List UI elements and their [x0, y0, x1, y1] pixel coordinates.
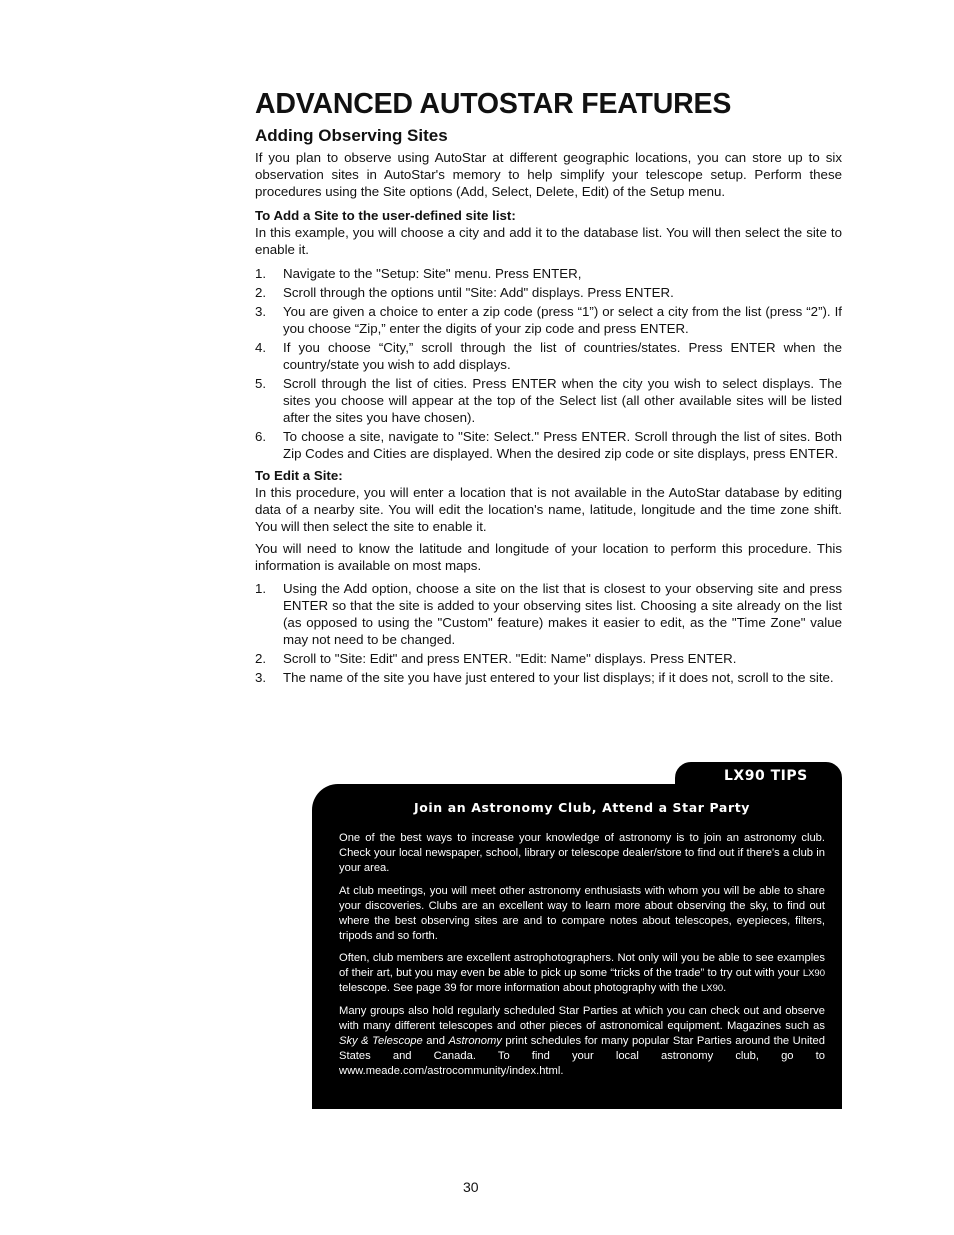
- tips-text-run: .: [723, 982, 727, 994]
- edit-site-subhead: To Edit a Site:: [255, 468, 343, 483]
- main-content: [255, 125, 842, 691]
- step-text: You are given a choice to enter a zip code (press “1”) or select a city from the list (press “2”). If you choose “Zip,” enter the digits of your zip code and press ENTER.: [283, 304, 842, 336]
- step-number: 2.: [255, 285, 267, 300]
- tips-text-run: Often, club members are excellent astrophotographers. Not only will you be able to see examples of their art, but you may even be able to pick up some “tricks of the trade” to try out with your: [339, 952, 825, 979]
- list-item: [255, 669, 842, 686]
- tips-paragraph-3: [339, 951, 825, 996]
- list-item: [255, 265, 842, 282]
- tips-text-run: Many groups also hold regularly scheduled Star Parties at which you can check out and observe with many different telescopes and other pieces of astronomical equipment. Magazines such as: [339, 1004, 825, 1032]
- list-item: [255, 428, 842, 462]
- tips-tab-label: LX90 TIPS: [724, 768, 808, 784]
- tips-paragraph-1: One of the best ways to increase your knowledge of astronomy is to join an astronomy club. Check your local newspaper, school, library or telescope dealer/store to find out if there's a club in your area.: [339, 832, 825, 874]
- tips-body: [312, 784, 842, 1109]
- tips-box: [312, 762, 842, 1109]
- edit-site-intro-block: [255, 467, 842, 535]
- tips-paragraph-4: [339, 1004, 825, 1079]
- tips-text-run: print schedules for many popular Star Parties around the United States and Canada. To find your local astronomy club, go to www.meade.com/astrocommunity/index.html.: [339, 1034, 825, 1077]
- list-item: [255, 339, 842, 373]
- step-text: Scroll through the list of cities. Press ENTER when the city you wish to select displays. The sites you choose will appear at the top of the Select list (all other available sites will be listed after the sites you have chosen).: [283, 376, 842, 425]
- edit-site-need: You will need to know the latitude and longitude of your location to perform this procedure. This information is available on most maps.: [255, 541, 842, 573]
- add-site-intro: In this example, you will choose a city and add it to the database list. You will then select the site to enable it.: [255, 225, 842, 257]
- step-text: Scroll through the options until "Site: Add" displays. Press ENTER.: [283, 285, 674, 300]
- section-heading: Adding Observing Sites: [255, 126, 448, 145]
- add-site-intro-block: [255, 207, 842, 258]
- product-name: LX90: [802, 968, 825, 979]
- step-number: 1.: [255, 266, 267, 281]
- tips-heading: Join an Astronomy Club, Attend a Star Party: [413, 800, 751, 815]
- edit-site-steps: [255, 580, 842, 686]
- magazine-title: Sky & Telescope: [339, 1034, 423, 1047]
- list-item: [255, 580, 842, 648]
- step-text: Using the Add option, choose a site on the list that is closest to your observing site and press ENTER so that the site is added to your observing sites list. Choosing a site already on the list (as opposed to using the "Custom" feature) makes it easier to edit, as the "Time Zone" value may not need to be changed.: [283, 581, 842, 647]
- step-text: Navigate to the "Setup: Site" menu. Press ENTER,: [283, 266, 582, 281]
- step-number: 1.: [255, 581, 267, 596]
- step-number: 5.: [255, 376, 267, 391]
- step-number: 2.: [255, 651, 267, 666]
- edit-site-intro: In this procedure, you will enter a location that is not available in the AutoStar database by editing data of a nearby site. You will edit the location's name, latitude, longitude and the time zone shift. You will then select the site to enable it.: [255, 485, 842, 534]
- magazine-title: Astronomy: [448, 1034, 502, 1047]
- list-item: [255, 375, 842, 426]
- step-number: 6.: [255, 429, 267, 444]
- page-title: ADVANCED AUTOSTAR FEATURES: [255, 88, 732, 120]
- product-name: LX90: [700, 983, 724, 994]
- tips-text-run: and: [422, 1034, 449, 1047]
- step-text: The name of the site you have just entered to your list displays; if it does not, scroll to the site.: [283, 670, 834, 685]
- list-item: [255, 284, 842, 301]
- add-site-subhead: To Add a Site to the user-defined site list:: [255, 208, 516, 223]
- page-number: 30: [463, 1179, 479, 1195]
- tips-paragraph-2: At club meetings, you will meet other astronomy enthusiasts with whom you will be able to share your discoveries. Clubs are an excellent way to learn more about observing the sky, to find out where the best observing sites are and to compare notes about telescopes, eyepieces, filters, tripods and so forth.: [339, 884, 825, 942]
- tips-text-run: telescope. See page 39 for more information about photography with the: [339, 982, 701, 994]
- tips-text: [339, 831, 825, 1086]
- section-intro: If you plan to observe using AutoStar at different geographic locations, you can store up to six observation sites in AutoStar's memory to help simplify your telescope setup. Perform these procedures using the Site options (Add, Select, Delete, Edit) of the Setup menu.: [255, 150, 842, 199]
- step-text: Scroll to "Site: Edit" and press ENTER. "Edit: Name" displays. Press ENTER.: [283, 651, 737, 666]
- step-number: 4.: [255, 340, 267, 355]
- list-item: [255, 650, 842, 667]
- step-text: To choose a site, navigate to "Site: Select." Press ENTER. Scroll through the list of sites. Both Zip Codes and Cities are displayed. When the desired zip code or site displays, press ENTER.: [283, 429, 842, 461]
- add-site-steps: [255, 265, 842, 462]
- step-number: 3.: [255, 304, 267, 319]
- step-text: If you choose “City,” scroll through the list of countries/states. Press ENTER when the country/state you wish to add displays.: [283, 340, 842, 372]
- list-item: [255, 303, 842, 337]
- step-number: 3.: [255, 670, 267, 685]
